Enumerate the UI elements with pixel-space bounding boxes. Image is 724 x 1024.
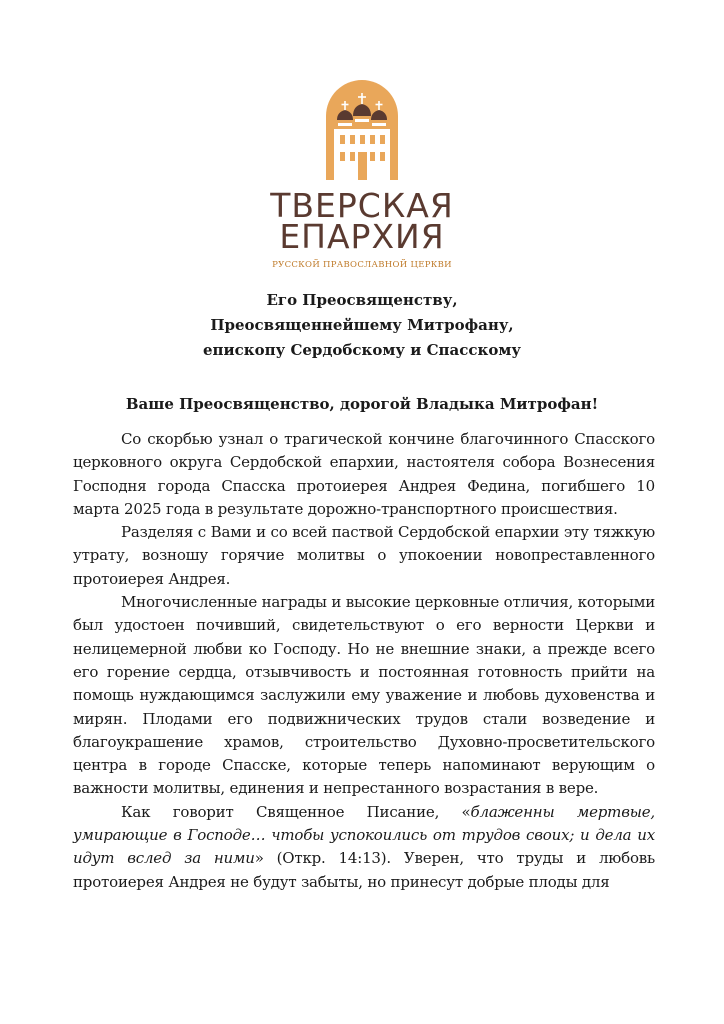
letter-body [73,428,655,894]
cathedral-arch-icon [326,80,398,180]
diocese-logo [0,80,724,270]
diocese-subtitle: РУССКОЙ ПРАВОСЛАВНОЙ ЦЕРКВИ [272,260,452,270]
scripture-quote: блаженны мертвые, умирающие в Господе… чтобы успокоились от трудов своих; и дела их идут вслед за ними [73,802,655,868]
diocese-name-line2: ЕПАРХИЯ [279,217,445,256]
paragraph-4 [73,801,655,894]
addressee-block [0,288,724,363]
addressee-line-2: Преосвященнейшему Митрофану, [210,316,514,334]
paragraph-1: Со скорбью узнал о трагической кончине благочинного Спасского церковного округа Сердобской епархии, настоятеля собора Вознесения Господня города Спасска протоиерея Андрея Федина, погибшего 10 марта 2025 года в результате дорожно-транспортного происшествия. [73,430,655,518]
diocese-name-line1: ТВЕРСКАЯ [270,186,454,225]
greeting: Ваше Преосвященство, дорогой Владыка Митрофан! [125,395,599,413]
paragraph-2: Разделяя с Вами и со всей паствой Сердобской епархии эту тяжкую утрату, возношу горячие молитвы о упокоении новопреставленного протоиерея Андрея. [73,523,655,588]
paragraph-4-start: Как говорит Священное Писание, « [121,802,471,821]
addressee-line-3: епископу Сердобскому и Спасскому [203,341,521,359]
addressee-line-1: Его Преосвященству, [266,291,458,309]
paragraph-4-end: » (Откр. 14:13). Уверен, что труды и любовь протоиерея Андрея не будут забыты, но принесут добрые плоды для [73,849,656,891]
diocese-name [0,186,724,256]
paragraph-3: Многочисленные награды и высокие церковные отличия, которыми был удостоен почивший, свидетельствуют о его верности Церкви и нелицемерной любви ко Господу. Но не внешние знаки, а прежде всего его горение сердца, отзывчивость и постоянная готовность прийти на помощь нуждающимся заслужили ему уважение и любовь духовенства и мирян. Плодами его подвижнических трудов стали возведение и благоукрашение храмов, строительство Духовно-просветительского центра в городе Спасске, которые теперь напоминают верующим о важности молитвы, единения и непрестанного возрастания в вере. [73,593,655,798]
